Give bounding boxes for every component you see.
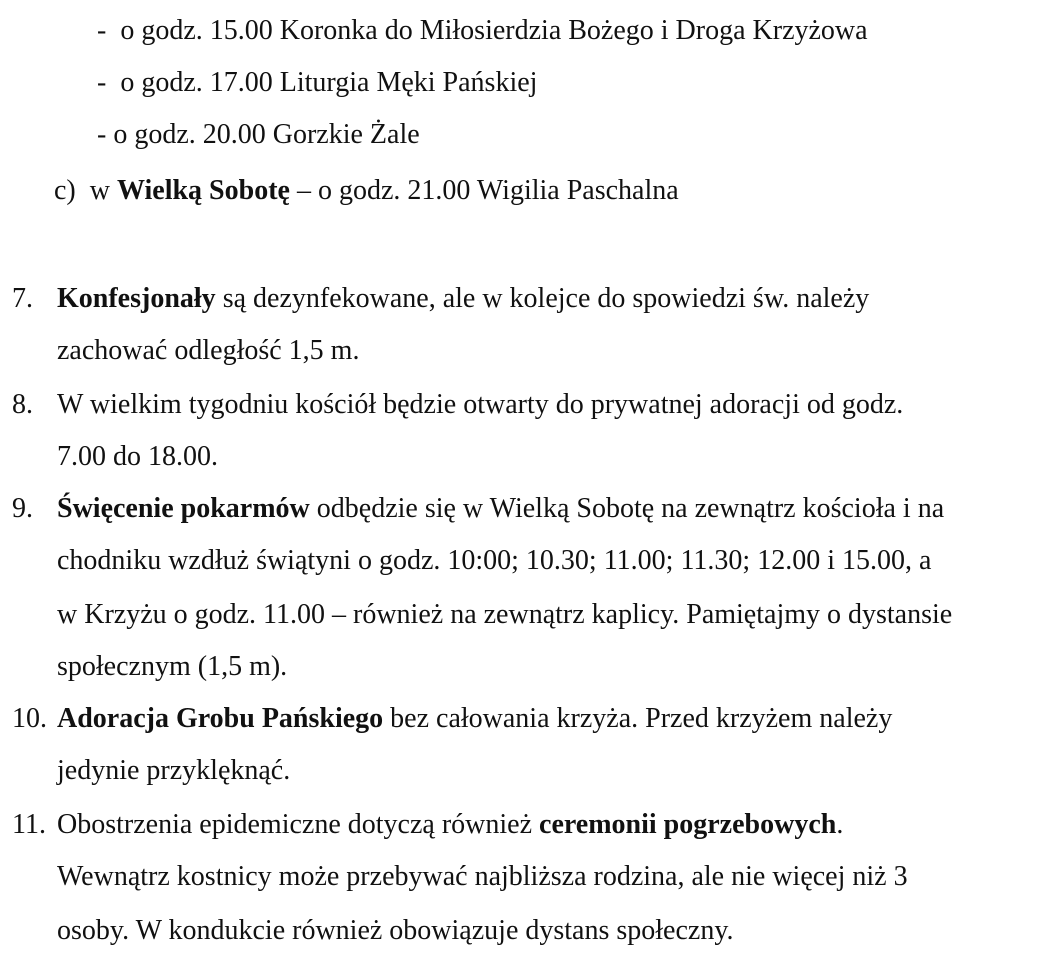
dash-marker: - (97, 15, 107, 46)
point-line: zachować odległość 1,5 m. (57, 335, 360, 366)
schedule-item-c (54, 175, 679, 207)
point-number: 9. (12, 493, 33, 524)
bold-term: Święcenie pokarmów (57, 493, 310, 524)
point-text: są dezynfekowane, ale w kolejce do spowiedzi św. należy (222, 283, 870, 314)
point-line (57, 283, 869, 315)
dash-marker: - (97, 67, 107, 98)
schedule-item-text: o godz. 20.00 Gorzkie Żale (113, 119, 420, 150)
bold-term: Adoracja Grobu Pańskiego (57, 703, 384, 734)
item-prefix: w (89, 175, 110, 206)
point-number: 7. (12, 283, 33, 314)
point-line (57, 493, 944, 525)
point-number: 10. (12, 703, 47, 734)
schedule-item-text: o godz. 17.00 Liturgia Męki Pańskiej (120, 67, 538, 98)
bold-term: ceremonii pogrzebowych (539, 809, 837, 840)
point-number: 11. (12, 809, 46, 840)
schedule-item (97, 67, 537, 99)
point-line: osoby. W kondukcie również obowiązuje dystans społeczny. (57, 915, 734, 946)
bold-term: Konfesjonały (57, 283, 216, 314)
period: . (836, 809, 844, 840)
item-text: – o godz. 21.00 Wigilia Paschalna (296, 175, 679, 206)
point-line: jedynie przyklęknąć. (57, 755, 291, 786)
point-line: chodniku wzdłuż świątyni o godz. 10:00; 10.30; 11.00; 11.30; 12.00 i 15.00, a (57, 545, 932, 576)
point-line: w Krzyżu o godz. 11.00 – również na zewnątrz kaplicy. Pamiętajmy o dystansie (57, 599, 953, 630)
point-number: 8. (12, 389, 33, 420)
schedule-item (97, 119, 420, 151)
point-line: Wewnątrz kostnicy może przebywać najbliższa rodzina, ale nie więcej niż 3 (57, 861, 908, 892)
point-line (57, 809, 843, 841)
point-line: 7.00 do 18.00. (57, 441, 218, 472)
schedule-item (97, 15, 868, 47)
list-marker: c) (54, 175, 76, 206)
dash-marker: - (97, 119, 107, 150)
bold-term: Wielką Sobotę (117, 175, 290, 206)
point-text: Obostrzenia epidemiczne dotyczą również (57, 809, 533, 840)
point-line: społecznym (1,5 m). (57, 651, 288, 682)
point-line (57, 703, 892, 735)
point-line: W wielkim tygodniu kościół będzie otwarty do prywatnej adoracji od godz. (57, 389, 904, 420)
point-text: odbędzie się w Wielką Sobotę na zewnątrz kościoła i na (316, 493, 945, 524)
point-text: bez całowania krzyża. Przed krzyżem należy (390, 703, 893, 734)
schedule-item-text: o godz. 15.00 Koronka do Miłosierdzia Bożego i Droga Krzyżowa (120, 15, 868, 46)
